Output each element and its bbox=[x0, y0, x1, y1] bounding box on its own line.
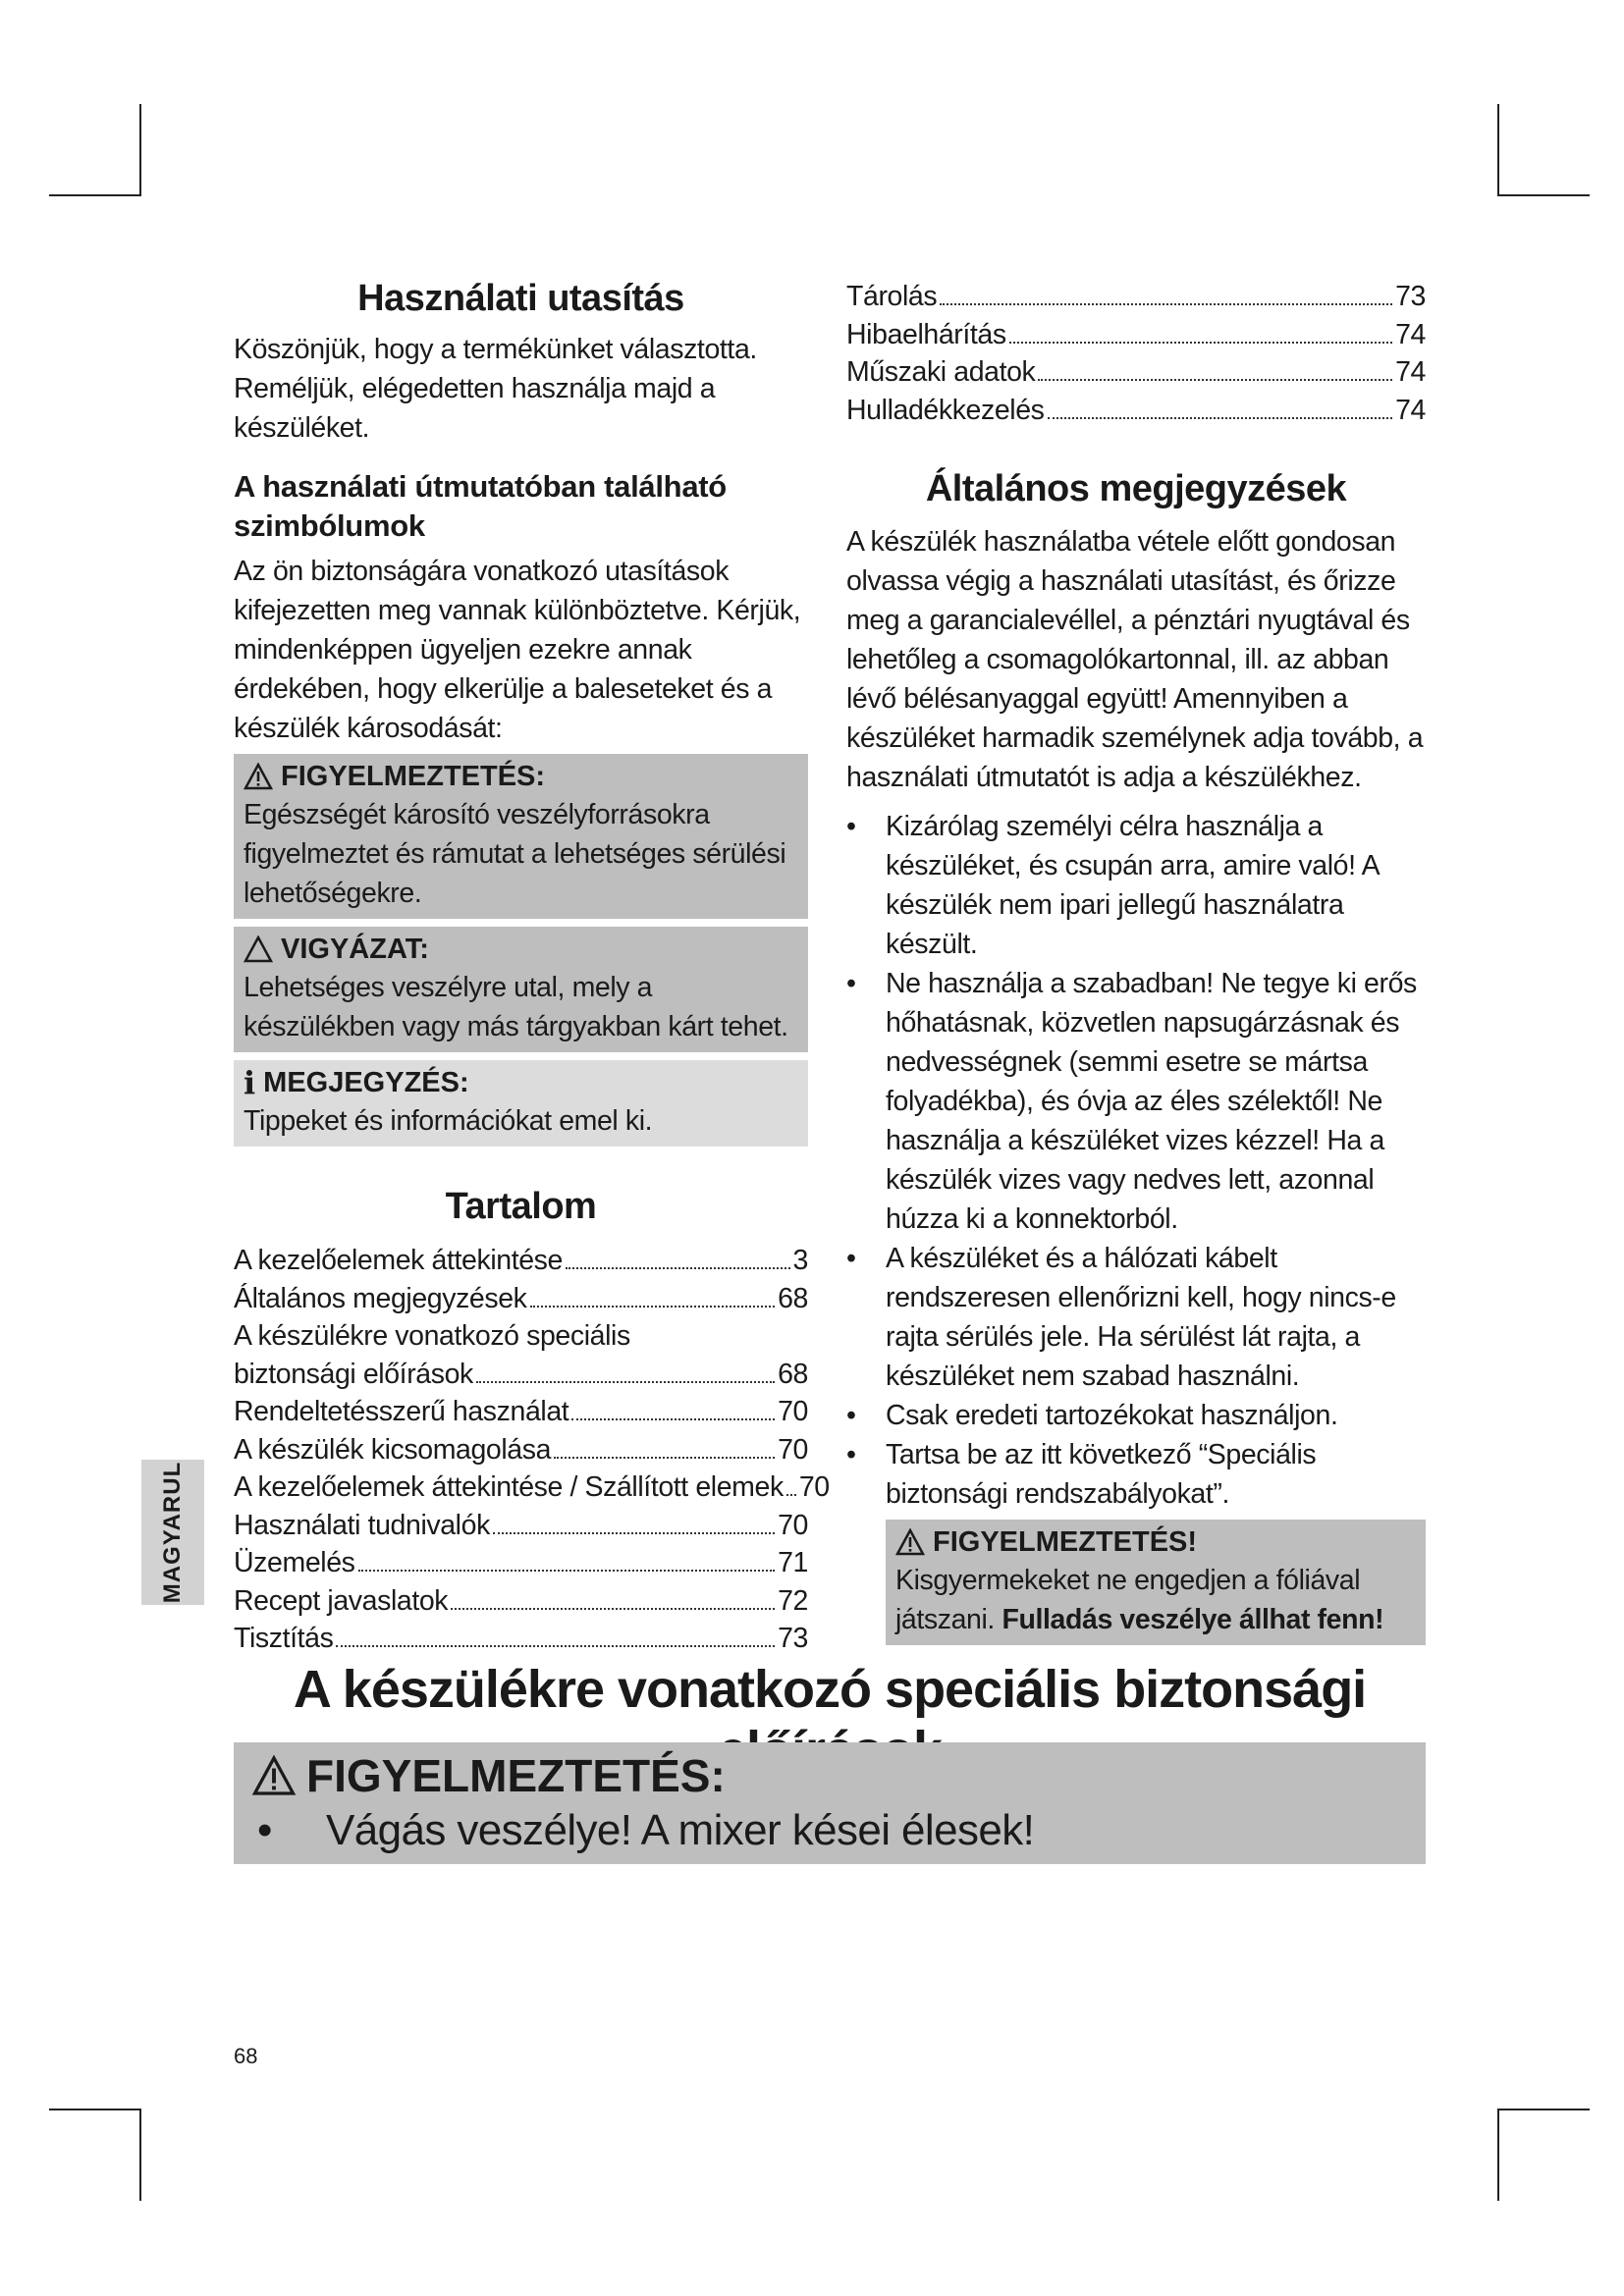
general-text: A készülék használatba vétele előtt gondosan olvassa végig a használati utasítást, és őrizze meg a garancialevéllel, a pénztári nyugtával és lehetőleg a csomagolókartonnal, ill. az abban lévő bélésanyaggal együtt! Amennyiben a készüléket harmadik személynek adja tovább, a használati útmutatót is adja a készülékhez. bbox=[846, 526, 1424, 793]
list-item: • A készüléket és a hálózati kábelt rendszeresen ellenőrizni kell, hogy nincs-e rajta sérülés jele. Ha sérülést lát rajta, a készüléket nem szabad használni. bbox=[846, 1243, 1396, 1392]
general-bullets bbox=[846, 807, 1426, 1514]
warning-text: Egészségét károsító veszélyforrásokra figyelmeztet és rámutat a lehetséges sérülési lehetőségekre. bbox=[244, 799, 786, 909]
page-number: 68 bbox=[234, 2044, 258, 2068]
warning-triangle-icon bbox=[244, 763, 273, 790]
toc-item[interactable]: Tisztítás 73 bbox=[234, 1623, 808, 1654]
list-item: • Csak eredeti tartozékokat használjon. bbox=[846, 1400, 1338, 1431]
note-label: MEGJEGYZÉS: bbox=[263, 1067, 469, 1098]
list-item: • Ne használja a szabadban! Ne tegye ki erős hőhatásnak, közvetlen napsugárzásnak és nedvességnek (semmi esetre se mártsa folyadékba), és óvja az éles szélektől! Ne használja a készüléket vizes kézzel! Ha a készülék vizes vagy nedves lett, azonnal húzza ki a konnektorból. bbox=[846, 968, 1417, 1235]
special-warning-box: FIGYELMEZTETÉS: • Vágás veszélye! A mixer kései élesek! bbox=[234, 1742, 1426, 1864]
symbols-text: Az ön biztonságára vonatkozó utasítások kifejezetten meg vannak különböztetve. Kérjük, mindenképpen ügyeljen ezekre annak érdekében, hogy elkerülje a baleseteket és a készülék károsodását: bbox=[234, 556, 801, 744]
crop-mark bbox=[49, 194, 141, 196]
children-warning-bold: Fulladás veszélye állhat fenn! bbox=[1001, 1604, 1384, 1635]
warning-label: FIGYELMEZTETÉS: bbox=[281, 761, 546, 792]
toc-item[interactable]: Hulladékkezelés 74 bbox=[846, 394, 1426, 426]
toc-item[interactable]: Használati tudnivalók 70 bbox=[234, 1509, 808, 1541]
children-warning-box bbox=[886, 1520, 1426, 1645]
crop-mark bbox=[49, 2109, 141, 2110]
symbols-heading: A használati útmutatóban található szimbólumok bbox=[234, 469, 727, 543]
special-safety-title: A készülékre vonatkozó speciális biztonsági bbox=[293, 1660, 1367, 1719]
caution-triangle-icon bbox=[244, 935, 273, 963]
toc-item[interactable]: A kezelőelemek áttekintése 3 bbox=[234, 1245, 808, 1276]
toc-title: Tartalom bbox=[445, 1186, 597, 1227]
toc-item[interactable]: Hibaelhárítás 74 bbox=[846, 318, 1426, 350]
children-warning-text: Kisgyermekeket ne engedjen a fóliával játszani. Fulladás veszélye állhat fenn! bbox=[895, 1565, 1384, 1635]
crop-mark bbox=[139, 2109, 141, 2201]
toc-item[interactable]: Általános megjegyzések 68 bbox=[234, 1282, 808, 1314]
crop-mark bbox=[139, 104, 141, 196]
info-icon: i bbox=[244, 1064, 256, 1101]
toc-item[interactable]: Műszaki adatok 74 bbox=[846, 356, 1426, 388]
toc-item-prefix: A készülékre vonatkozó speciális bbox=[234, 1320, 630, 1352]
toc-item[interactable]: Recept javaslatok 72 bbox=[234, 1584, 808, 1617]
note-text: Tippeket és információkat emel ki. bbox=[244, 1105, 653, 1137]
left-column bbox=[234, 278, 830, 1658]
crop-mark bbox=[1497, 104, 1499, 196]
children-warning-label: FIGYELMEZTETÉS! bbox=[933, 1526, 1198, 1558]
toc-item[interactable]: A készülék kicsomagolása 70 bbox=[234, 1433, 808, 1466]
toc-left bbox=[234, 1242, 830, 1658]
special-warning-label: FIGYELMEZTETÉS: bbox=[306, 1750, 726, 1801]
intro-text: Köszönjük, hogy a termékünket választotta. Reméljük, elégedetten használja majd a készüléket. bbox=[234, 334, 757, 444]
toc-item[interactable]: Rendeltetésszerű használat 70 bbox=[234, 1396, 808, 1427]
toc-item[interactable]: Tárolás 73 bbox=[846, 281, 1426, 312]
toc-item[interactable]: Üzemelés 71 bbox=[234, 1547, 808, 1578]
right-column bbox=[846, 278, 1426, 1653]
general-title: Általános megjegyzések bbox=[925, 468, 1347, 509]
warning-triangle-icon bbox=[895, 1528, 925, 1556]
list-item: • Tartsa be az itt következő “Speciális biztonsági rendszabályokat”. bbox=[846, 1439, 1317, 1510]
note-box bbox=[234, 1060, 808, 1147]
crop-mark bbox=[1497, 2109, 1590, 2110]
warning-triangle-icon bbox=[251, 1755, 297, 1796]
caution-box bbox=[234, 927, 808, 1052]
crop-mark bbox=[1497, 2109, 1499, 2201]
caution-text: Lehetséges veszélyre utal, mely a készülékben vagy más tárgyakban kárt tehet. bbox=[244, 972, 788, 1042]
warning-box bbox=[234, 754, 808, 919]
language-tab-label: MAGYARUL bbox=[159, 1461, 187, 1604]
manual-title: Használati utasítás bbox=[357, 278, 684, 319]
caution-label: VIGYÁZAT: bbox=[281, 934, 429, 965]
special-warning-text: Vágás veszélye! A mixer kései élesek! bbox=[326, 1806, 1035, 1854]
toc-item[interactable]: biztonsági előírások 68 bbox=[234, 1358, 808, 1390]
list-item: • Kizárólag személyi célra használja a készüléket, és csupán arra, amire való! A készülék nem ipari jellegű használatra készült. bbox=[846, 811, 1379, 960]
crop-mark bbox=[1497, 194, 1590, 196]
toc-item[interactable]: A kezelőelemek áttekintése / Szállított elemek 70 bbox=[234, 1471, 830, 1503]
language-tab bbox=[141, 1460, 204, 1605]
toc-right bbox=[846, 278, 1426, 429]
